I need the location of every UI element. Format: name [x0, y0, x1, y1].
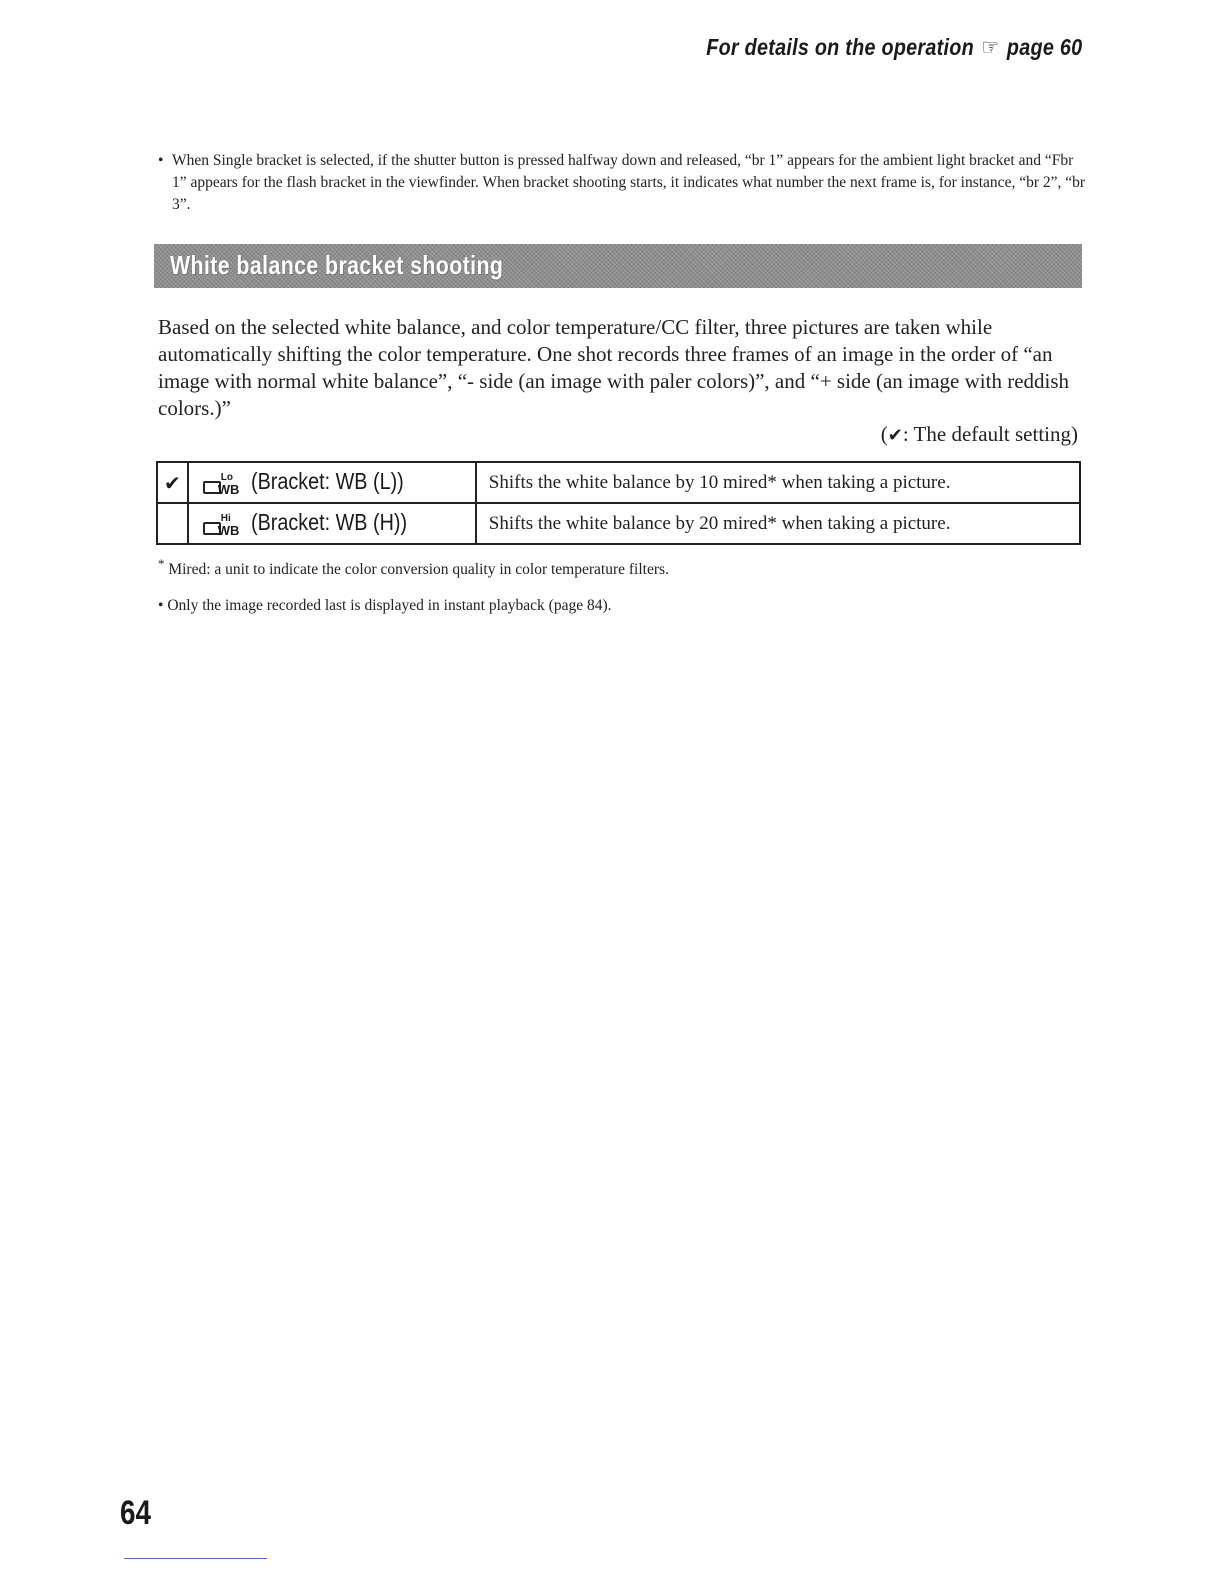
footnote-mark: * — [158, 556, 165, 571]
footer-rule — [124, 1558, 267, 1559]
bullet-icon: • — [158, 152, 164, 169]
section-banner — [154, 244, 1082, 288]
icon-level-label: Lo — [220, 471, 233, 483]
option-description: Shifts the white balance by 20 mired* when taking a picture. — [476, 503, 1080, 544]
header-page-link[interactable]: page 60 — [1006, 34, 1082, 60]
section-title: White balance bracket shooting — [170, 250, 504, 280]
default-note-text: : The default setting) — [902, 422, 1078, 446]
option-name-cell — [188, 503, 476, 544]
footnote — [158, 556, 669, 579]
intro-paragraph: Based on the selected white balance, and color temperature/CC filter, three pictures are taken while automatically shifting the color temperature. One shot records three frames of an image in the order of “an image with normal white balance”, “- side (an image with paler colors)”, and “+ side (an image with reddish colors.)” — [158, 315, 1070, 420]
icon-wb-label: WB — [217, 481, 240, 497]
default-setting-note — [881, 422, 1078, 447]
table-row — [157, 503, 1080, 544]
page-header — [706, 34, 1082, 61]
option-name-cell — [188, 462, 476, 503]
bottom-note — [158, 597, 612, 615]
pointing-hand-icon: ☞ — [981, 34, 1000, 60]
header-prefix: For details on the operation — [705, 34, 974, 60]
top-note-text: When Single bracket is selected, if the shutter button is pressed halfway down and released, “br 1” appears for the ambient light bracket and “Fbr 1” appears for the flash bracket in the viewfinder. When bracket shooting starts, it indicates what number the next frame is, for instance, “br 2”, “br 3”. — [172, 152, 1086, 213]
top-note — [158, 150, 1088, 216]
footnote-text: Mired: a unit to indicate the color conversion quality in color temperature filters. — [164, 561, 669, 579]
option-name: (Bracket: WB (L)) — [250, 468, 404, 495]
bullet-icon: • — [158, 597, 168, 614]
checkmark-icon: ✔ — [887, 425, 903, 446]
page-number: 64 — [120, 1494, 152, 1532]
default-check-cell — [157, 462, 188, 503]
options-table — [156, 461, 1081, 545]
option-description: Shifts the white balance by 10 mired* when taking a picture. — [476, 462, 1080, 503]
icon-level-label: Hi — [220, 512, 231, 524]
table-row — [157, 462, 1080, 503]
default-check-cell — [157, 503, 188, 544]
default-note-open: ( — [880, 422, 888, 446]
bracket-wb-hi-icon — [203, 514, 243, 538]
icon-wb-label: WB — [217, 522, 240, 538]
checkmark-icon: ✔ — [164, 470, 181, 495]
bottom-note-text: Only the image recorded last is displayed in instant playback (page 84). — [167, 597, 612, 614]
bracket-wb-lo-icon — [203, 473, 243, 497]
option-name: (Bracket: WB (H)) — [250, 509, 407, 536]
